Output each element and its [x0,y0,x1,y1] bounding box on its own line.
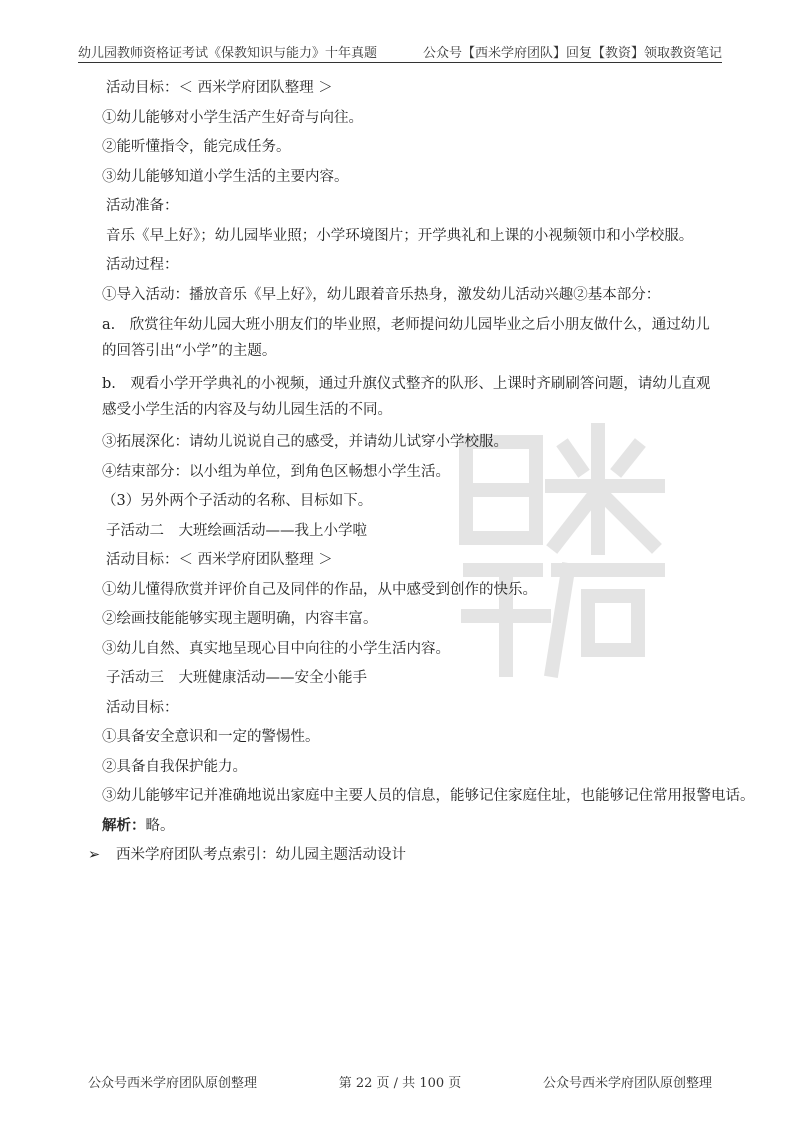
sub-activity-3-title: 子活动三 大班健康活动——安全小能手 [106,670,367,686]
preparation-heading: 活动准备： [106,198,179,214]
process-step-b: b. 观看小学开学典礼的小视频，通过升旗仪式整齐的队形、上课时齐刷刷答问题，请幼儿直观感受小学生活的内容及与幼儿园生活的不同。 [102,376,711,418]
sub-activity-2-goal-2: ②绘画技能能够实现主题明确，内容丰富。 [102,611,378,627]
process-ending: ④结束部分：以小组为单位，到角色区畅想小学生活。 [102,463,450,480]
goal-item-3: ③幼儿能够知道小学生活的主要内容。 [102,168,349,185]
sub-activities-intro: （3）另外两个子活动的名称、目标如下。 [102,493,373,509]
process-intro: ①导入活动：播放音乐《早上好》，幼儿跟着音乐热身，激发幼儿活动兴趣②基本部分： [102,286,661,303]
sub-activity-3-goal-1: ①具备安全意识和一定的警惕性。 [102,729,320,745]
sub-activity-2-goal-heading: 活动目标：＜ 西米学府团队整理 ＞ [106,552,333,568]
header-right-text: 公众号【西米学府团队】回复【教资】领取教资笔记 [422,46,722,61]
goal-item-2: ②能听懂指令，能完成任务。 [102,139,291,155]
sub-activity-3-goal-2: ②具备自我保护能力。 [102,758,247,775]
footer-right-text: 公众号西米学府团队原创整理 [542,1076,712,1091]
sub-activity-2-goal-3: ③幼儿自然、真实地呈现心目中向往的小学生活内容。 [102,640,450,657]
sub-activity-2-goal-1: ①幼儿懂得欣赏并评价自己及同伴的作品，从中感受到创作的快乐。 [102,581,537,598]
page-number: 第 22 页 / 共 100 页 [338,1076,462,1091]
analysis-line [78,814,722,838]
preparation-text: 音乐《早上好》；幼儿园毕业照；小学环境图片；开学典礼和上课的小视频领巾和小学校服。 [106,227,694,244]
index-bullet-text: 西米学府团队考点索引：幼儿园主题活动设计 [116,847,406,863]
sub-activity-3-goal-heading: 活动目标： [106,699,179,716]
goal-item-1: ①幼儿能够对小学生活产生好奇与向往。 [102,109,363,126]
activity-goal-heading: 活动目标：＜ 西米学府团队整理 ＞ [106,80,333,96]
sub-activity-3-goal-3: ③幼儿能够牢记并准确地说出家庭中主要人员的信息，能够记住家庭住址，也能够记住常用报警电话。 [102,788,755,804]
document-body [78,76,755,873]
page-header [78,38,722,63]
process-step-a: a. 欣赏往年幼儿园大班小朋友们的毕业照，老师提问幼儿园毕业之后小朋友做什么，通过幼儿的回答引出“小学”的主题。 [102,317,710,359]
page-footer [78,1072,722,1096]
arrow-bullet-icon: ➢ [88,847,101,863]
index-bullet [78,843,722,867]
analysis-label: 解析： [102,816,146,834]
process-heading: 活动过程： [106,257,179,273]
header-left-text: 幼儿园教师资格证考试《保教知识与能力》十年真题 [78,46,378,61]
footer-left-text: 公众号西米学府团队原创整理 [88,1076,258,1091]
process-extension: ③拓展深化：请幼儿说说自己的感受，并请幼儿试穿小学校服。 [102,434,508,450]
analysis-text: 略。 [145,817,175,834]
sub-activity-2-title: 子活动二 大班绘画活动——我上小学啦 [106,522,367,539]
